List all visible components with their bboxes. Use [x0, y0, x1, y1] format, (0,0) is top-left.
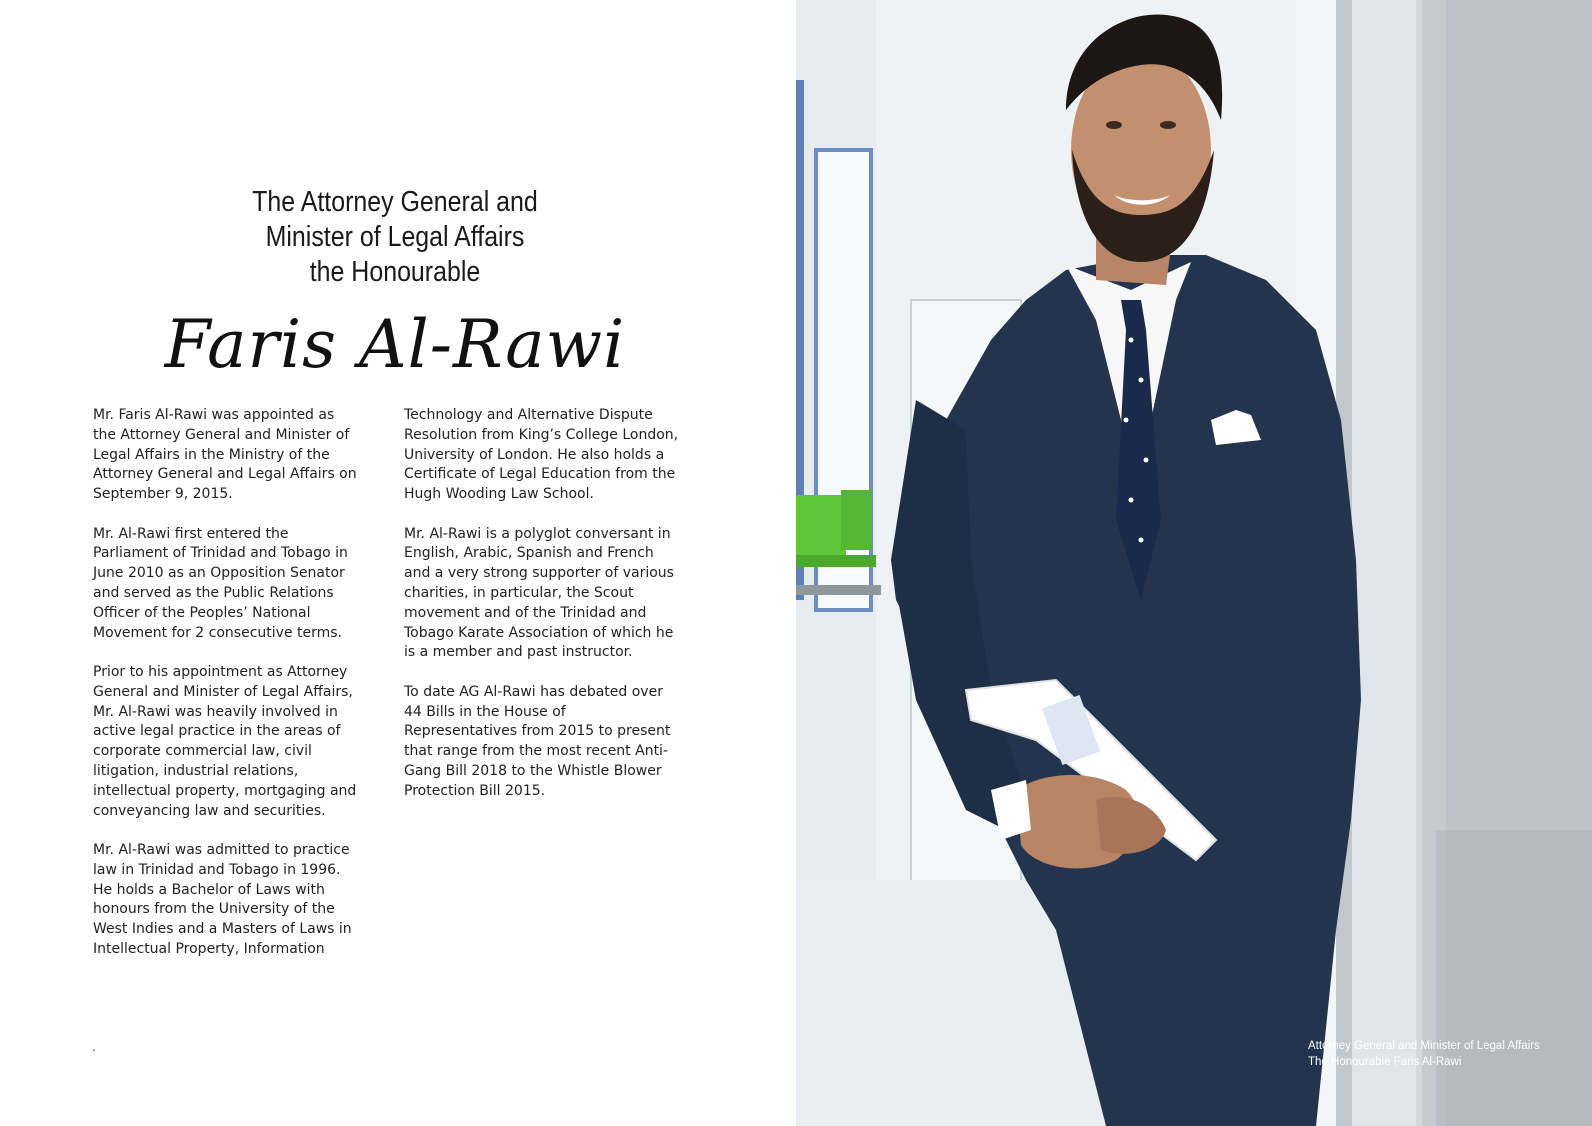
caption-line-1: Attorney General and Minister of Legal Affairs [1308, 1040, 1540, 1052]
paragraph: Mr. Al-Rawi was admitted to practice law in Trinidad and Tobago in 1996. He holds a Bachelor of Laws with honours from the University of the West Indies and a Masters of Laws in Intellectual Property, Information [93, 841, 352, 957]
footer-mark: . [92, 1040, 96, 1054]
paragraph: Mr. Al-Rawi first entered the Parliament of Trinidad and Tobago in June 2010 as an Opposition Senator and served as the Public Relations Officer of the Peoples’ National Movement for 2 consecutive terms. [93, 525, 348, 641]
paragraph: Prior to his appointment as Attorney General and Minister of Legal Affairs, Mr. Al-Rawi was heavily involved in active legal practice in the areas of corporate commercial law, civil litigation, industrial relations, intellectual property, mortgaging and conveyancing law and securities. [93, 663, 357, 819]
caption-line-2: The Honourable Faris Al-Rawi [1308, 1056, 1462, 1068]
paragraph: Technology and Alternative Dispute Resolution from King’s College London, University of London. He also holds a Certificate of Legal Education from the Hugh Wooding Law School. [404, 407, 679, 503]
portrait-illustration [796, 0, 1592, 1126]
text-column-2 [404, 406, 682, 821]
title-block [184, 185, 605, 290]
paragraph: Mr. Al-Rawi is a polyglot conversant in English, Arabic, Spanish and French and a very strong supporter of various charities, in particular, the Scout movement and of the Trinidad and Tobago Karate Association of which he is a member and past instructor. [404, 525, 674, 661]
paragraph: To date AG Al-Rawi has debated over 44 Bills in the House of Representatives from 2015 to present that range from the most recent Anti-Gang Bill 2018 to the Whistle Blower Protection Bill 2015. [404, 683, 671, 799]
person-name: Faris Al-Rawi [164, 306, 626, 383]
title-line-3: the Honourable [309, 256, 481, 288]
title-line-1: The Attorney General and [252, 186, 538, 218]
photo-caption [1308, 1038, 1578, 1070]
text-column-1 [93, 406, 361, 979]
portrait-photo [796, 0, 1592, 1126]
title-line-2: Minister of Legal Affairs [265, 221, 525, 253]
paragraph: Mr. Faris Al-Rawi was appointed as the Attorney General and Minister of Legal Affairs in the Ministry of the Attorney General and Legal Affairs on September 9, 2015. [93, 407, 357, 503]
